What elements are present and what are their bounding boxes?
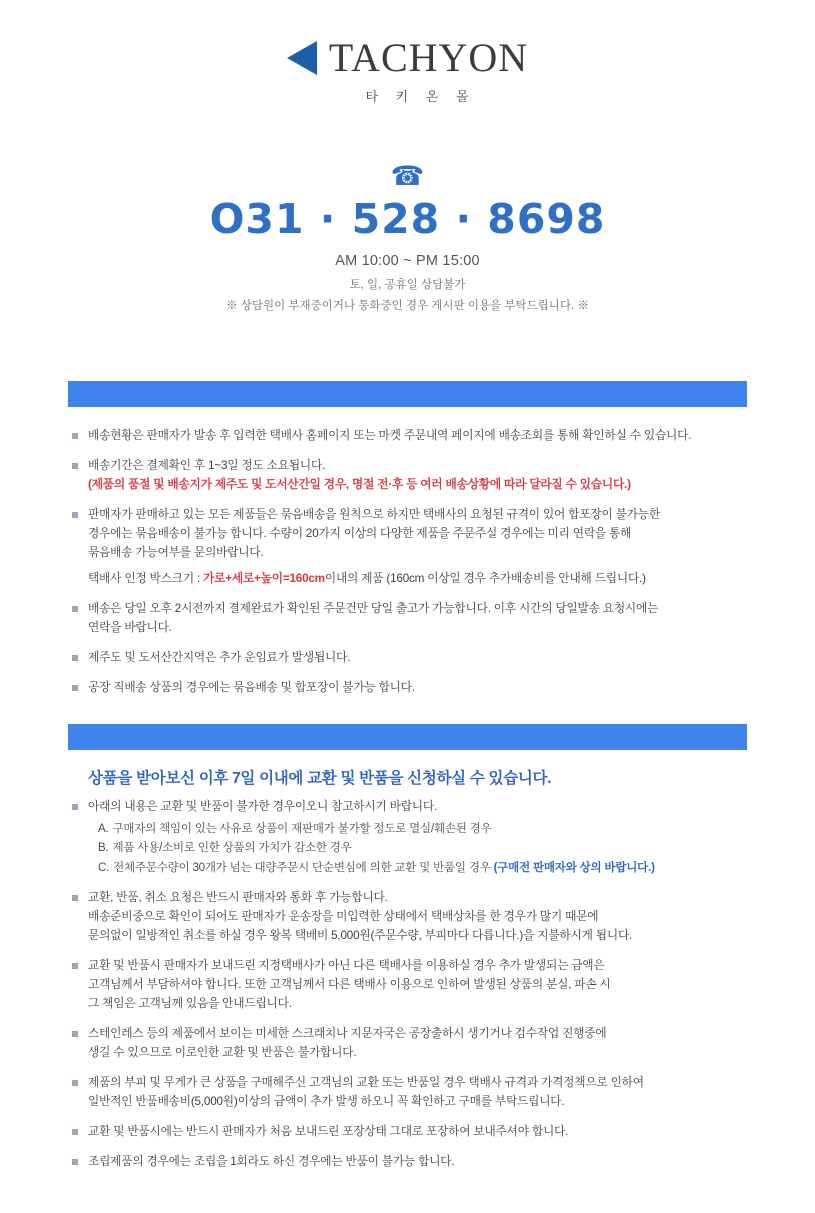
box-size-highlight: 가로+세로+높이=160cm (203, 571, 325, 585)
list-item-line: 그 책임은 고객님께 있음을 안내드립니다. (88, 996, 292, 1010)
logo-row (287, 35, 529, 80)
sub-item-label: C. (98, 861, 110, 874)
list-item-line: 고객님께서 부담하셔야 합니다. 또한 고객님께서 다른 택배사 이용으로 인하여 발생된 상품의 분실, 파손 시 (88, 978, 611, 992)
list-item (68, 427, 747, 446)
list-item-line: 생길 수 있으므로 이로인한 교환 및 반품은 불가합니다. (88, 1045, 357, 1059)
list-item-line: 배송준비중으로 확인이 되어도 판매자가 운송장을 미입력한 상태에서 택배상차를 한 경우가 많기 때문에 (88, 910, 599, 924)
list-item-warning: (제품의 품절 및 배송지가 제주도 및 도서산간일 경우, 명절 전·후 등 여러 배송상황에 따라 달라질 수 있습니다.) (88, 478, 631, 492)
contact-closed-days: 토, 일, 공휴일 상담불가 (349, 279, 466, 292)
list-item (68, 600, 747, 638)
list-item-line: 일반적인 반품배송비(5,000원)이상의 금액이 추가 발생 하오니 꼭 확인하고 구매를 부탁드립니다. (88, 1094, 565, 1108)
list-item (68, 506, 747, 589)
box-size-line (88, 570, 747, 589)
contact-block (0, 163, 815, 313)
list-item (68, 798, 747, 879)
list-item (68, 649, 747, 668)
list-item-line: 조립제품의 경우에는 조립을 1회라도 하신 경우에는 반품이 불가능 합니다. (88, 1154, 455, 1168)
list-item-line: 교환, 반품, 취소 요청은 반드시 판매자와 통화 후 가능합니다. (88, 891, 388, 905)
delivery-list (68, 427, 747, 697)
list-item (68, 1153, 747, 1172)
list-item-line: 문의없이 일방적인 취소를 하실 경우 왕복 택배비 5,000원(주문수량, 부피마다 다릅니다.)을 지불하시게 됩니다. (88, 929, 633, 943)
exchange-list (68, 798, 747, 1172)
list-item-line: 묶음배송 가능여부를 문의바랍니다. (88, 545, 264, 559)
list-item (68, 1074, 747, 1112)
list-item-line: 교환 및 반품시 판매자가 보내드린 지정택배사가 아닌 다른 택배사를 이용하실 경우 추가 발생되는 금액은 (88, 959, 605, 973)
list-item (68, 679, 747, 698)
brand-logo (0, 0, 815, 105)
delivery-section-bar (68, 381, 747, 407)
list-item-line: 판매자가 판매하고 있는 모든 제품들은 묶음배송을 원칙으로 하지만 택배사의 요청된 규격이 있어 합포장이 불가능한 (88, 508, 660, 521)
bottom-spacer (0, 1183, 815, 1213)
list-item-line: 배송기간은 결제확인 후 1~3일 정도 소요됩니다. (88, 459, 326, 473)
brand-subtitle: 타 키 온 몰 (365, 89, 476, 104)
sub-list-item (88, 820, 747, 840)
exchange-section-bar (68, 724, 747, 750)
list-item-line: 배송은 당일 오후 2시전까지 결제완료가 확인된 주문건만 당일 출고가 가능합니다. 이후 시간의 당일발송 요청시에는 (88, 601, 659, 615)
sub-item-label: B. (98, 842, 109, 855)
telephone-icon: ☎ (390, 161, 425, 191)
exchange-section (0, 750, 815, 1172)
brand-name: TACHYON (328, 35, 529, 80)
list-item-line: 교환 및 반품시에는 반드시 판매자가 처음 보내드린 포장상태 그대로 포장하여 보내주셔야 합니다. (88, 1124, 569, 1138)
list-item-line: 아래의 내용은 교환 및 반품이 불가한 경우이오니 참고하시기 바랍니다. (88, 799, 438, 813)
list-item-line: 제품의 부피 및 무게가 큰 상품을 구매해주신 고객님의 교환 또는 반품일 경우 택배사 규격과 가격정책으로 인하여 (88, 1075, 644, 1089)
list-item (68, 1025, 747, 1063)
list-item (68, 457, 747, 495)
list-item (68, 957, 747, 1014)
list-item (68, 889, 747, 946)
sub-item-label: A. (98, 822, 109, 835)
exchange-sub-list (88, 820, 747, 879)
contact-notice: ※ 상담원이 부재중이거나 통화중인 경우 게시판 이용을 부탁드립니다. ※ (226, 300, 589, 313)
sub-list-item (88, 839, 747, 859)
list-item-line: 연락을 바랍니다. (88, 620, 172, 634)
box-size-suffix: 이내의 제품 (160cm 이상일 경우 추가배송비를 안내해 드립니다.) (324, 571, 646, 585)
sub-list-item (88, 859, 747, 879)
sub-item-highlight: (구매전 판매자와 상의 바랍니다.) (493, 861, 655, 874)
list-item-line: 공장 직배송 상품의 경우에는 묶음배송 및 합포장이 불가능 합니다. (88, 680, 415, 694)
contact-hours: AM 10:00 ~ PM 15:00 (335, 253, 480, 270)
list-item-line: 경우에는 묶음배송이 불가능 합니다. 수량이 20가지 이상의 다양한 제품을 주문주실 경우에는 미리 연락을 통해 (88, 526, 632, 540)
sub-item-text: 구매자의 책임이 있는 사유로 상품이 재판매가 불가할 정도로 멸실/훼손된 경우 (112, 822, 492, 835)
list-item-line: 배송현황은 판매자가 발송 후 입력한 택배사 홈페이지 또는 마켓 주문내역 페이지에 배송조회를 통해 확인하실 수 있습니다. (88, 429, 692, 443)
list-item (68, 1123, 747, 1142)
box-size-prefix: 택배사 인정 박스크기 : (88, 571, 204, 585)
list-item-line: 제주도 및 도서산간지역은 추가 운임료가 발생됩니다. (88, 650, 351, 664)
contact-phone-number: O31 · 528 · 8698 (209, 195, 606, 243)
delivery-section (0, 407, 815, 697)
exchange-title: 상품을 받아보신 이후 7일 이내에 교환 및 반품을 신청하실 수 있습니다. (88, 769, 552, 787)
sub-item-text: 제품 사용/소비로 인한 상품의 가치가 감소한 경우 (112, 842, 352, 855)
triangle-left-mark-icon (287, 41, 317, 75)
sub-item-text: 전체주문수량이 30개가 넘는 대량주문시 단순변심에 의한 교환 및 반품일 경우 (113, 861, 494, 874)
list-item-line: 스테인레스 등의 제품에서 보이는 미세한 스크래치나 지문자국은 공장출하시 생기거나 검수작업 진행중에 (88, 1026, 607, 1040)
